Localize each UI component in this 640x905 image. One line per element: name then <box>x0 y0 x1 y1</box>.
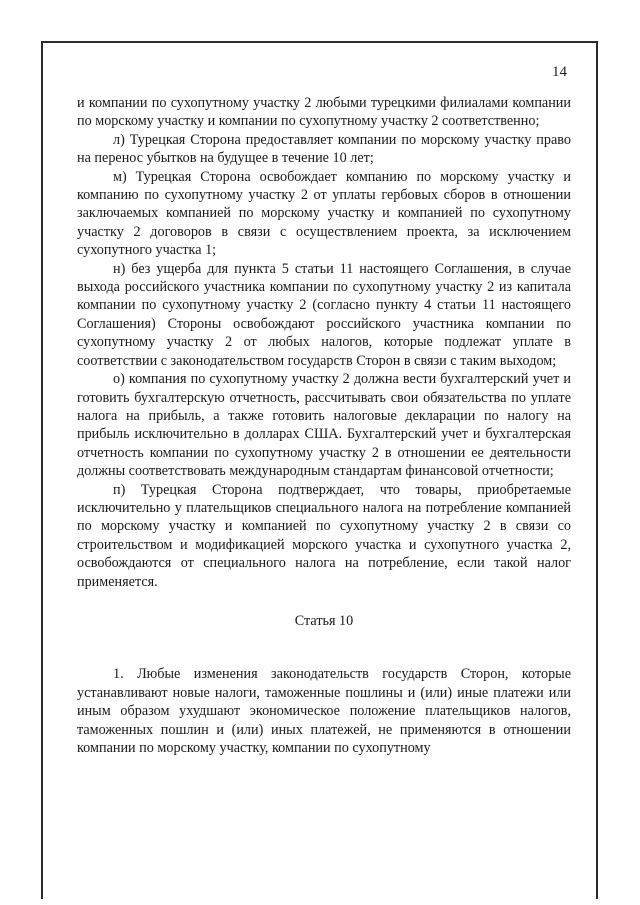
document-body <box>77 94 571 757</box>
paragraph-item-p: п) Турецкая Сторона подтверждает, что товары, приобретаемые исключительно у плательщиков специального налога на потребление компанией по морскому участку и компанией по сухопутному участку 2 в связи со строительством и модификацией морского участка и сухопутного участка 2, освобождаются от специального налога на потребление, если такой налог применяется. <box>77 481 571 590</box>
article-heading: Статья 10 <box>294 612 354 629</box>
paragraph-item-m: м) Турецкая Сторона освобождает компанию по морскому участку и компанию по сухопутному участку 2 от уплаты гербовых сборов в отношении заключаемых компанией по морскому участку и компанией по сухопутному участку 2 договоров в связи с осуществлением проекта, за исключением сухопутного участка 1; <box>77 168 571 259</box>
paragraph-item-l: л) Турецкая Сторона предоставляет компании по морскому участку право на перенос убытков на будущее в течение 10 лет; <box>77 131 571 167</box>
page-number: 14 <box>552 64 567 80</box>
paragraph-continuation: и компании по сухопутному участку 2 любыми турецкими филиалами компании по морскому участку и компании по сухопутному участку 2 соответственно; <box>77 95 571 130</box>
paragraph-item-n: н) без ущерба для пункта 5 статьи 11 настоящего Соглашения, в случае выхода российского участника компании по сухопутному участку 2 из капитала компании по сухопутному участку 2 (согласно пункту 4 статьи 11 настоящего Соглашения) Стороны освобождают российского участника компании по сухопутному участку 2 от любых налогов, которые подлежат уплате в соответствии с законодательством государств Сторон в связи с таким выходом; <box>77 260 571 369</box>
article-paragraph-1: 1. Любые изменения законодательств государств Сторон, которые устанавливают новые налоги, таможенные пошлины и (или) иные платежи или иным образом ухудшают экономическое положение плательщиков налогов, таможенных пошлин и (или) иных платежей, не применяются в отношении компании по морскому участку, компании по сухопутному <box>77 666 571 756</box>
paragraph-item-o: о) компания по сухопутному участку 2 должна вести бухгалтерский учет и готовить бухгалтерскую отчетность, рассчитывать свои обязательства по уплате налога на прибыль, а также готовить налоговые декларации по налогу на прибыль исключительно в долларах США. Бухгалтерский учет и бухгалтерская отчетность компании по сухопутному участку 2 в отношении ее деятельности должны соответствовать международным стандартам финансовой отчетности; <box>77 371 571 480</box>
